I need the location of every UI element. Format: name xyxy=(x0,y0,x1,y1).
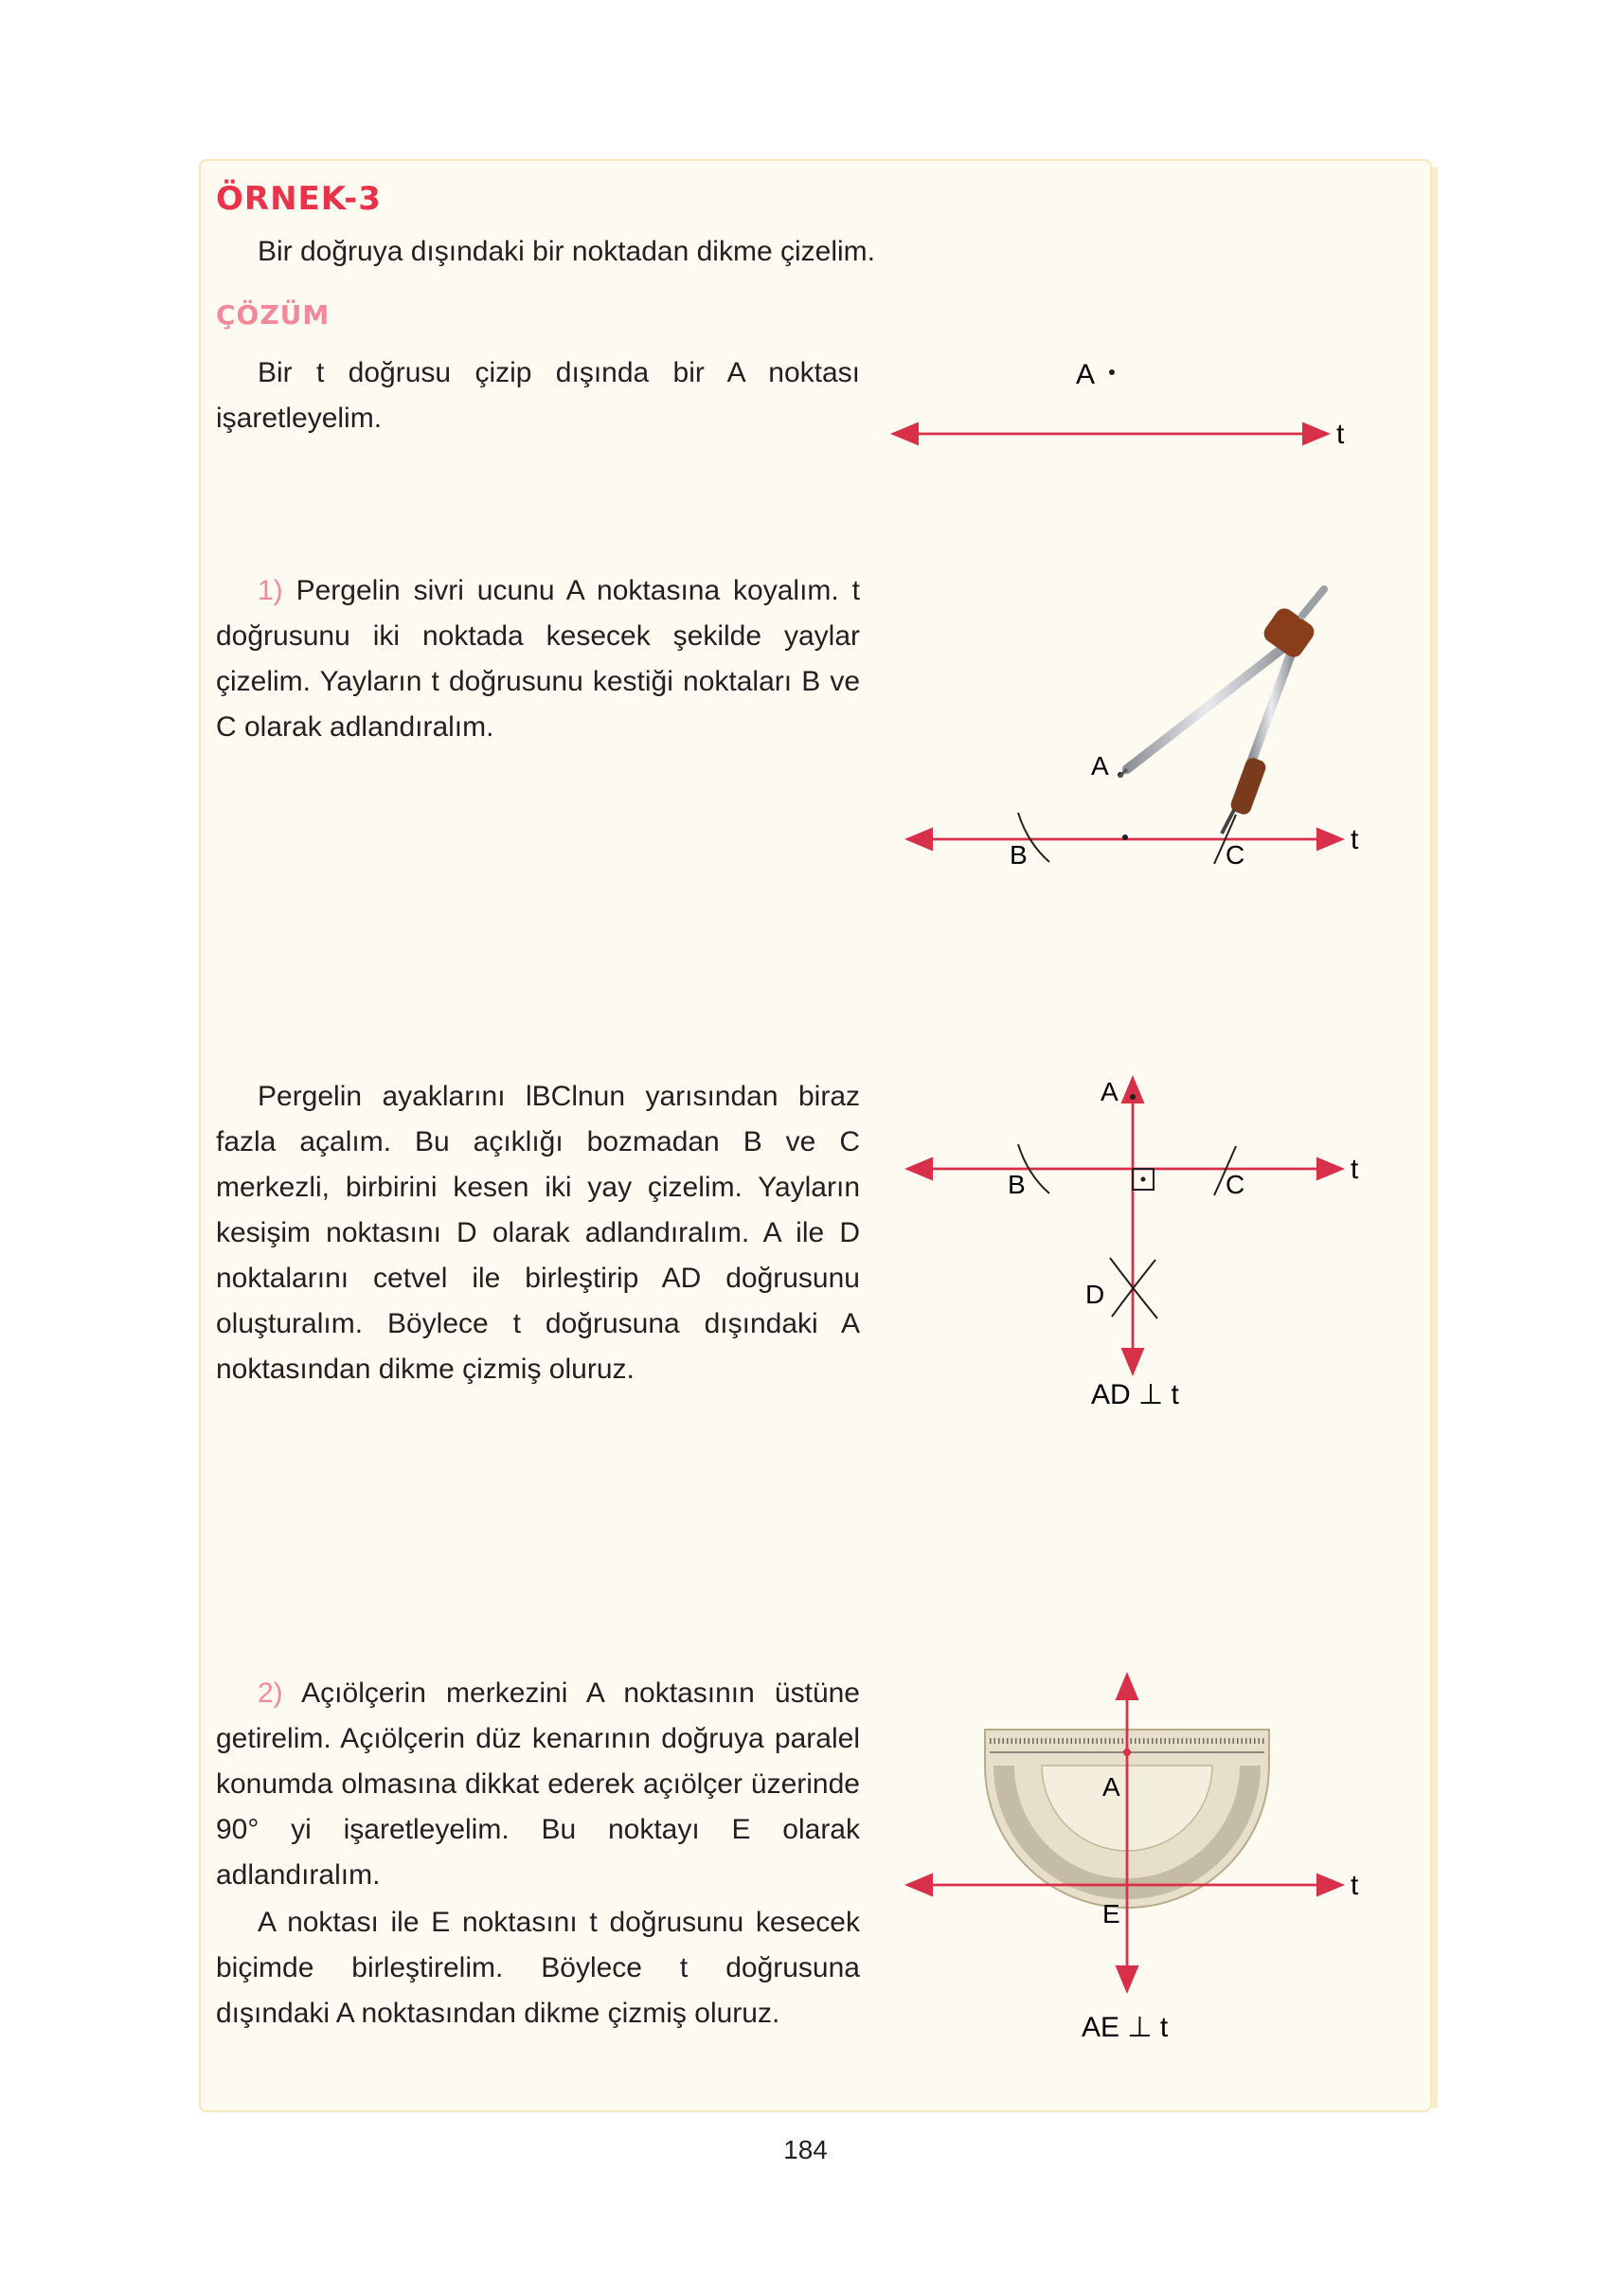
step2-body: Açıölçerin merkezini A noktasının üstüne getirelim. Açıölçerin düz kenarının doğruya paralel konumda olmasına dikkat ederek açıölçer üzerinde 90° yi işaretleyelim. Bu noktayı E olarak adlandıralım. xyxy=(216,1677,860,1891)
label-B: B xyxy=(1008,1170,1026,1199)
label-A: A xyxy=(1102,1772,1120,1802)
label-C: C xyxy=(1226,840,1245,870)
compass-icon xyxy=(1119,589,1324,834)
label-C: C xyxy=(1226,1170,1245,1199)
figure-2 xyxy=(909,589,1359,870)
step1-body: Pergelin sivri ucunu A noktasına koyalım. t doğrusunu iki noktada kesecek şekilde yaylar çizelim. Yayların t doğrusunu kestiği noktaları B ve C olarak adlandıralım. xyxy=(216,575,860,743)
point-A xyxy=(1130,1094,1136,1100)
label-B: B xyxy=(1010,840,1028,870)
label-A: A xyxy=(1091,751,1109,780)
step1b-text: Pergelin ayaklarını lBClnun yarısından biraz fazla açalım. Bu açıklığı bozmadan B ve C merkezli, birbirini kesen iki yay çizelim. Yayların kesişim noktasını D olarak adlandıralım. A ile D noktalarını cetvel ile birleştirip AD doğrusunu oluşturalım. Böylece t doğrusuna dışındaki A noktasından dikme çizmiş oluruz. xyxy=(216,1081,860,1385)
ae-perpendicular-label: AE ⊥ t xyxy=(1082,2012,1169,2043)
step1-number: 1) xyxy=(258,575,283,606)
point-A xyxy=(1109,369,1115,375)
foot-point xyxy=(1122,834,1128,840)
label-D: D xyxy=(1085,1280,1105,1309)
label-t: t xyxy=(1351,1154,1359,1185)
label-t: t xyxy=(1351,1870,1359,1901)
label-t: t xyxy=(1336,419,1345,450)
figure-1 xyxy=(895,359,1345,450)
label-A: A xyxy=(1101,1077,1119,1106)
label-t: t xyxy=(1351,824,1359,855)
solution-label: ÇÖZÜM xyxy=(216,299,331,331)
figure-3 xyxy=(909,1077,1359,1410)
label-E: E xyxy=(1102,1899,1120,1928)
page-number: 184 xyxy=(783,2135,828,2164)
problem-statement: Bir doğruya dışındaki bir noktadan dikme çizelim. xyxy=(258,236,875,267)
step2-text2: A noktası ile E noktasını t doğrusunu kesecek biçimde birleştirelim. Böylece t doğrusuna dışındaki A noktasından dikme çizmiş oluruz. xyxy=(216,1907,860,2029)
intro-text: Bir t doğrusu çizip dışında bir A noktası işaretleyelim. xyxy=(216,357,860,434)
example-heading: ÖRNEK-3 xyxy=(216,180,382,218)
label-A: A xyxy=(1076,359,1096,390)
figure-4 xyxy=(909,1677,1359,2043)
ad-perpendicular-label: AD ⊥ t xyxy=(1091,1379,1179,1410)
step2-number: 2) xyxy=(258,1677,283,1709)
